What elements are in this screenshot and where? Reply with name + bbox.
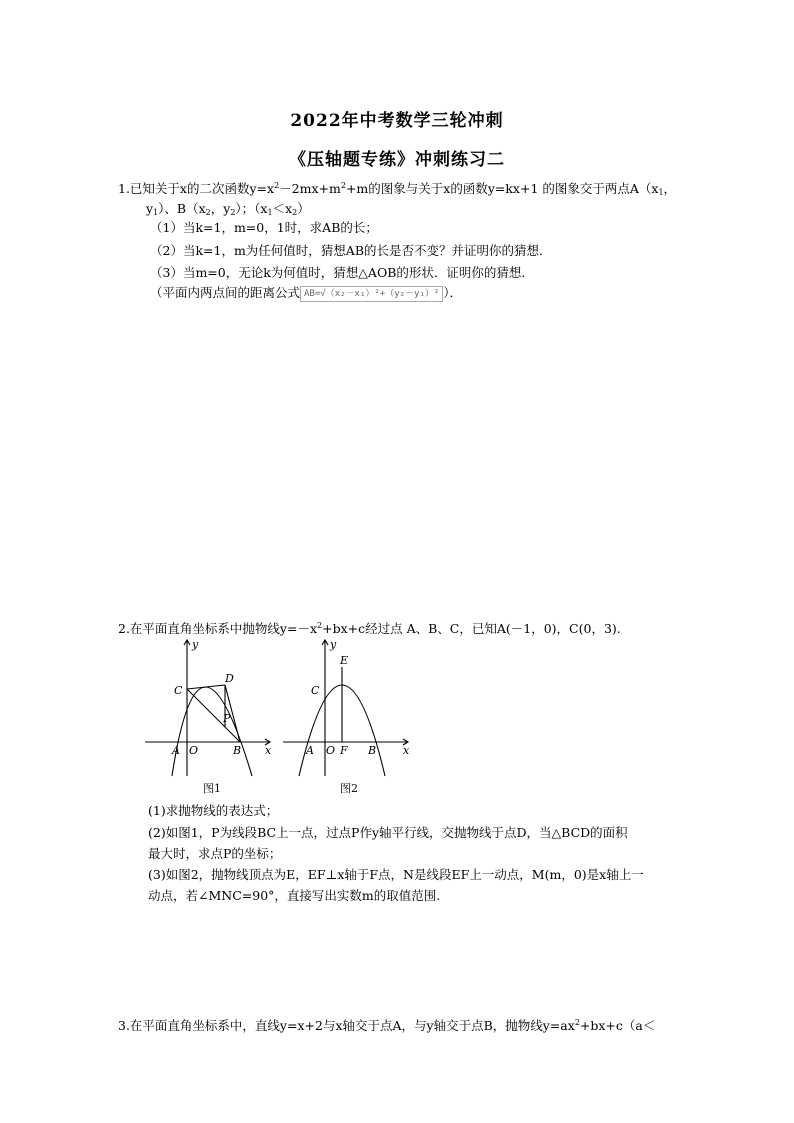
q2-exponent: 2 [317, 621, 323, 630]
q1-text: ，y [210, 201, 231, 216]
q3-exponent: 2 [574, 1018, 580, 1027]
label-a: A [306, 744, 314, 757]
q1-text: ， [663, 181, 677, 196]
q1-text: －2mx+m [279, 181, 341, 196]
segment-bc [187, 689, 240, 742]
page-title: 2022年中考数学三轮冲刺 [290, 111, 504, 131]
parabola [172, 687, 252, 776]
q1-exponent: 2 [274, 181, 280, 190]
label-c: C [311, 684, 320, 697]
q1-stem-line2 [146, 201, 310, 221]
q1-subscript: 2 [205, 208, 211, 217]
q1-subscript: 2 [292, 208, 298, 217]
label-o: O [326, 744, 336, 757]
figure-2 [283, 638, 418, 798]
q1-stem-line1 [118, 178, 676, 201]
q1-part1: （1）当k=1，m=0，1时，求AB的长； [150, 220, 378, 235]
q2-part2-line1: (2)如图1，P为线段BC上一点，过点P作y轴平行线，交抛物线于点D，当△BCD的面积 [148, 825, 628, 840]
q1-text: 1.已知关于x的二次函数y=x [118, 181, 275, 196]
q2-part3-line2: 动点，若∠MNC=90°，直接写出实数m的取值范围. [148, 888, 441, 903]
q1-subscript: 2 [230, 208, 236, 217]
q2-text: +bx+c经过点 A、B、C，已知A(－1，0)，C(0，3). [322, 621, 621, 636]
q3-stem [118, 1015, 655, 1034]
q1-text: ＜x [272, 201, 293, 216]
label-e: E [340, 654, 349, 667]
q1-subscript: 1 [153, 208, 159, 217]
label-d: D [225, 672, 234, 685]
q1-note-text: （平面内两点间的距离公式 [150, 285, 301, 300]
q1-note [150, 285, 462, 302]
q2-stem [118, 618, 621, 637]
label-x: x [265, 744, 272, 757]
q1-text: y [146, 201, 154, 216]
label-a: A [172, 744, 180, 757]
q1-subscript: 1 [267, 208, 273, 217]
figure-2-caption: 图2 [340, 782, 358, 795]
q1-note-text: ）． [443, 285, 463, 300]
label-y: y [192, 638, 199, 651]
figure-1-caption: 图1 [203, 782, 221, 795]
distance-formula-image: AB=√（x₂－x₁）²+（y₂－y₁）² [300, 286, 443, 302]
q3-text: 3.在平面直角坐标系中，直线y=x+2与x轴交于点A，与y轴交于点B，抛物线y=ax [118, 1018, 575, 1033]
q1-text: ）、B（x [158, 201, 206, 216]
q1-part2: （2）当k=1，m为任何值时，猜想AB的长是否不变？并证明你的猜想． [150, 243, 552, 258]
q3-text: +bx+c（a＜ [579, 1018, 656, 1033]
q1-text: ） [297, 201, 310, 216]
q1-text: +m的图象与关于x的函数y=kx+1 的图象交于两点A（x [345, 181, 659, 196]
q1-text: ）；（x [235, 201, 268, 216]
q2-part3-line1: (3)如图2，抛物线顶点为E，EF⊥x轴于F点，N是线段EF上一动点，M(m，0)是x轴上一 [148, 867, 644, 882]
label-b: B [368, 744, 377, 757]
label-b: B [233, 744, 242, 757]
label-c: C [174, 684, 183, 697]
label-o: O [189, 744, 199, 757]
figure-1 [145, 638, 275, 798]
q2-text: 2.在平面直角坐标系中抛物线y=－x [118, 621, 318, 636]
q2-part2-line2: 最大时，求点P的坐标； [148, 846, 282, 861]
q2-part1: (1)求抛物线的表达式； [148, 803, 279, 818]
page-subtitle: 《压轴题专练》冲刺练习二 [289, 150, 505, 170]
q1-exponent: 2 [340, 181, 346, 190]
label-f: F [340, 744, 348, 757]
label-x: x [403, 744, 410, 757]
label-p: P [223, 712, 231, 725]
q1-part3: （3）当m=0，无论k为何值时，猜想△AOB的形状．证明你的猜想． [150, 265, 534, 280]
label-y: y [330, 638, 337, 651]
q1-subscript: 1 [658, 188, 664, 197]
segment-cd [187, 685, 225, 689]
